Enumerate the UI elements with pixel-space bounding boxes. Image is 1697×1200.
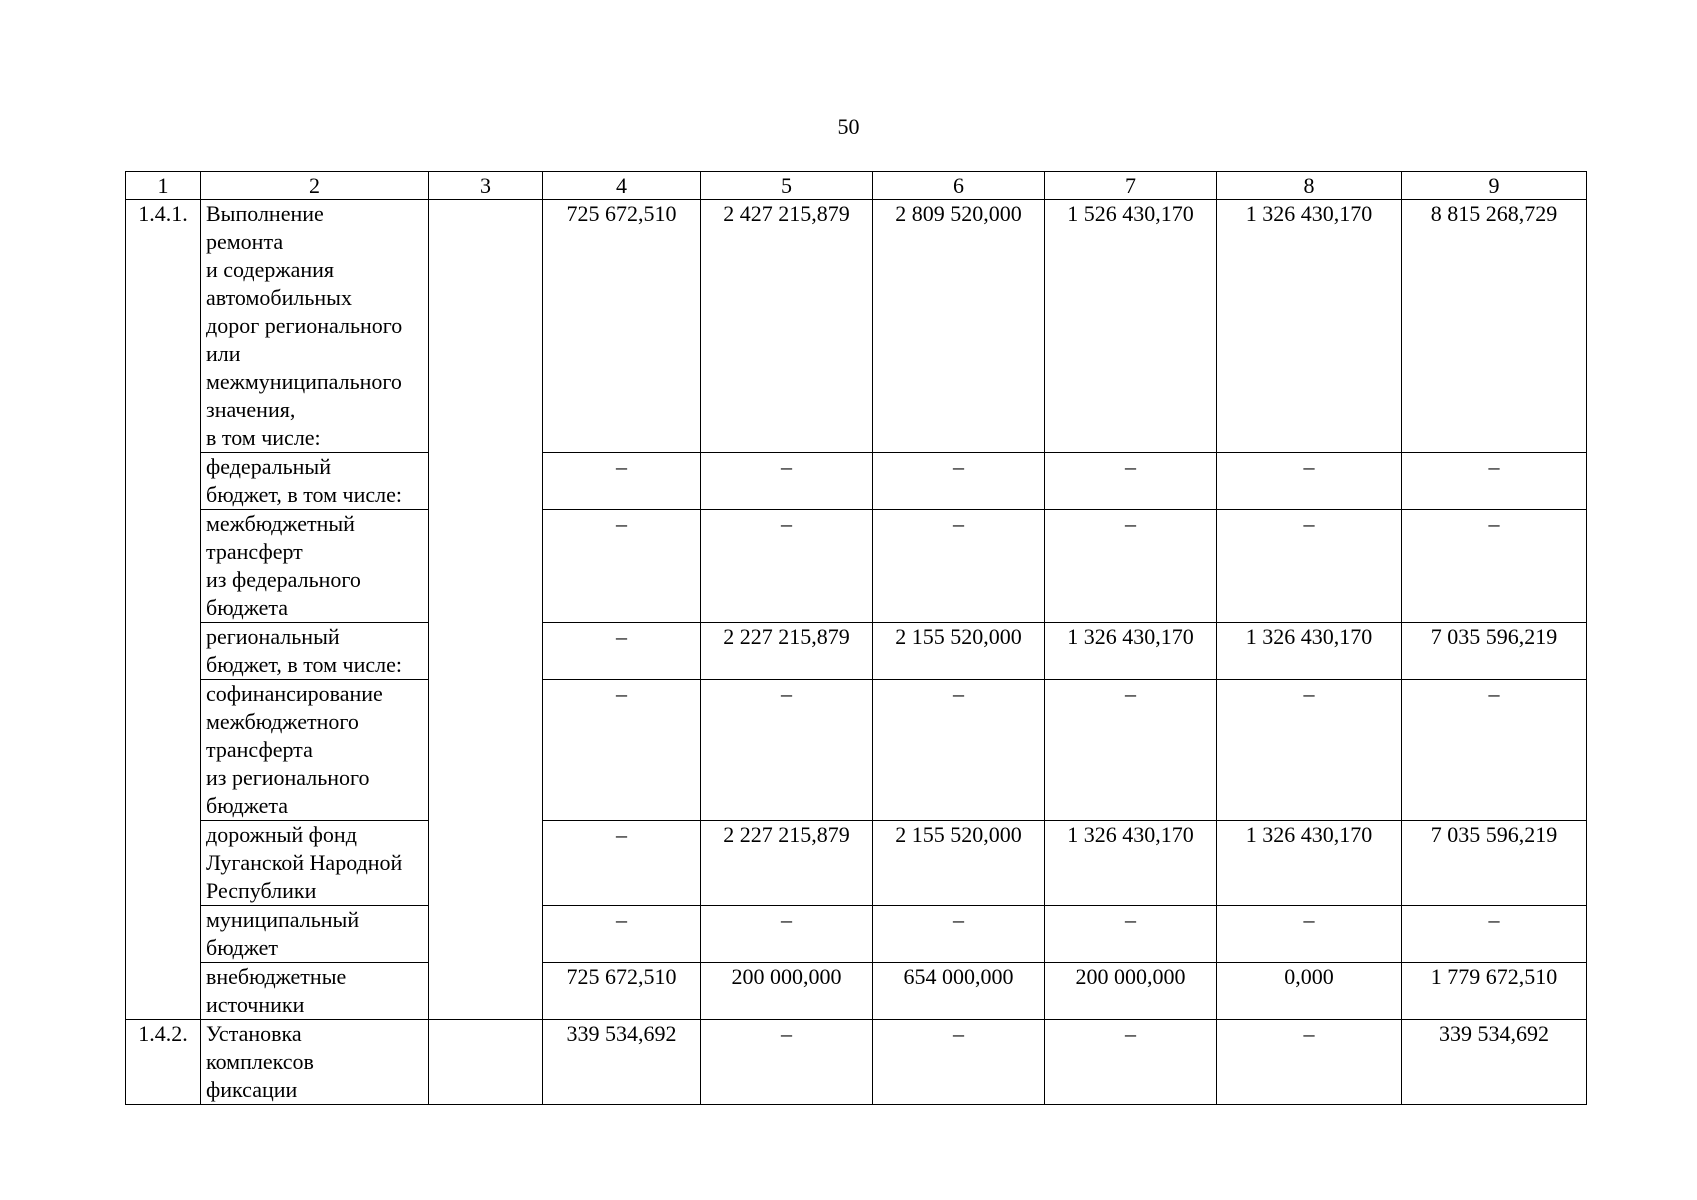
table-row (126, 623, 1587, 680)
column-number: 7 (1045, 172, 1217, 200)
value-cell: – (873, 453, 1045, 510)
item-code: 1.4.2. (126, 1020, 201, 1105)
value-cell: – (543, 906, 701, 963)
item-name: Выполнение ремонта и содержания автомобильных дорог регионального или межмуниципального значения, в том числе: (201, 200, 429, 453)
value-cell: 2 809 520,000 (873, 200, 1045, 453)
total-cell: 1 779 672,510 (1402, 963, 1587, 1020)
page-number: 50 (837, 114, 860, 139)
item-name: муниципальный бюджет (201, 906, 429, 963)
value-cell: 2 227 215,879 (701, 623, 873, 680)
value-cell: 339 534,692 (543, 1020, 701, 1105)
value-cell: 1 326 430,170 (1217, 200, 1402, 453)
value-cell: – (1045, 1020, 1217, 1105)
value-cell: – (543, 623, 701, 680)
table-row (126, 963, 1587, 1020)
column-number-row (126, 172, 1587, 200)
table-row (126, 821, 1587, 906)
value-cell: – (1045, 453, 1217, 510)
table-row (126, 680, 1587, 821)
column-3-cell (429, 200, 543, 1020)
value-cell: – (543, 680, 701, 821)
item-name: софинансирование межбюджетного трансферта из регионального бюджета (201, 680, 429, 821)
value-cell: – (1045, 906, 1217, 963)
table-row (126, 1020, 1587, 1105)
value-cell: 2 155 520,000 (873, 821, 1045, 906)
column-number: 3 (429, 172, 543, 200)
value-cell: – (701, 453, 873, 510)
value-cell: – (1217, 906, 1402, 963)
value-cell: 200 000,000 (701, 963, 873, 1020)
total-cell: – (1402, 906, 1587, 963)
value-cell: 1 326 430,170 (1045, 821, 1217, 906)
value-cell: 2 227 215,879 (701, 821, 873, 906)
table-row (126, 906, 1587, 963)
total-cell: – (1402, 510, 1587, 623)
value-cell: – (701, 510, 873, 623)
value-cell: 1 326 430,170 (1217, 821, 1402, 906)
total-cell: – (1402, 680, 1587, 821)
budget-table (125, 171, 1587, 1105)
value-cell: – (873, 1020, 1045, 1105)
table-row (126, 200, 1587, 453)
value-cell: – (873, 906, 1045, 963)
item-name: региональный бюджет, в том числе: (201, 623, 429, 680)
value-cell: 725 672,510 (543, 963, 701, 1020)
value-cell: – (873, 680, 1045, 821)
column-3-cell (429, 1020, 543, 1105)
table-row (126, 510, 1587, 623)
item-name: межбюджетный трансферт из федерального бюджета (201, 510, 429, 623)
item-name: внебюджетные источники (201, 963, 429, 1020)
value-cell: – (543, 453, 701, 510)
value-cell: – (701, 680, 873, 821)
item-code: 1.4.1. (126, 200, 201, 1020)
column-number: 1 (126, 172, 201, 200)
column-number: 9 (1402, 172, 1587, 200)
total-cell: 7 035 596,219 (1402, 821, 1587, 906)
value-cell: 200 000,000 (1045, 963, 1217, 1020)
value-cell: – (1217, 510, 1402, 623)
item-name: дорожный фонд Луганской Народной Республики (201, 821, 429, 906)
total-cell: 7 035 596,219 (1402, 623, 1587, 680)
value-cell: 0,000 (1217, 963, 1402, 1020)
value-cell: – (1045, 680, 1217, 821)
value-cell: 654 000,000 (873, 963, 1045, 1020)
value-cell: – (701, 906, 873, 963)
table-row (126, 453, 1587, 510)
value-cell: – (701, 1020, 873, 1105)
value-cell: – (873, 510, 1045, 623)
value-cell: 1 326 430,170 (1217, 623, 1402, 680)
value-cell: – (1217, 1020, 1402, 1105)
value-cell: 725 672,510 (543, 200, 701, 453)
column-number: 4 (543, 172, 701, 200)
item-name: федеральный бюджет, в том числе: (201, 453, 429, 510)
total-cell: 8 815 268,729 (1402, 200, 1587, 453)
value-cell: – (1045, 510, 1217, 623)
total-cell: – (1402, 453, 1587, 510)
item-name: Установка комплексов фиксации (201, 1020, 429, 1105)
value-cell: 1 326 430,170 (1045, 623, 1217, 680)
total-cell: 339 534,692 (1402, 1020, 1587, 1105)
column-number: 8 (1217, 172, 1402, 200)
value-cell: – (543, 510, 701, 623)
value-cell: – (1217, 453, 1402, 510)
column-number: 2 (201, 172, 429, 200)
column-number: 5 (701, 172, 873, 200)
value-cell: 2 155 520,000 (873, 623, 1045, 680)
value-cell: – (543, 821, 701, 906)
value-cell: 2 427 215,879 (701, 200, 873, 453)
value-cell: – (1217, 680, 1402, 821)
value-cell: 1 526 430,170 (1045, 200, 1217, 453)
column-number: 6 (873, 172, 1045, 200)
